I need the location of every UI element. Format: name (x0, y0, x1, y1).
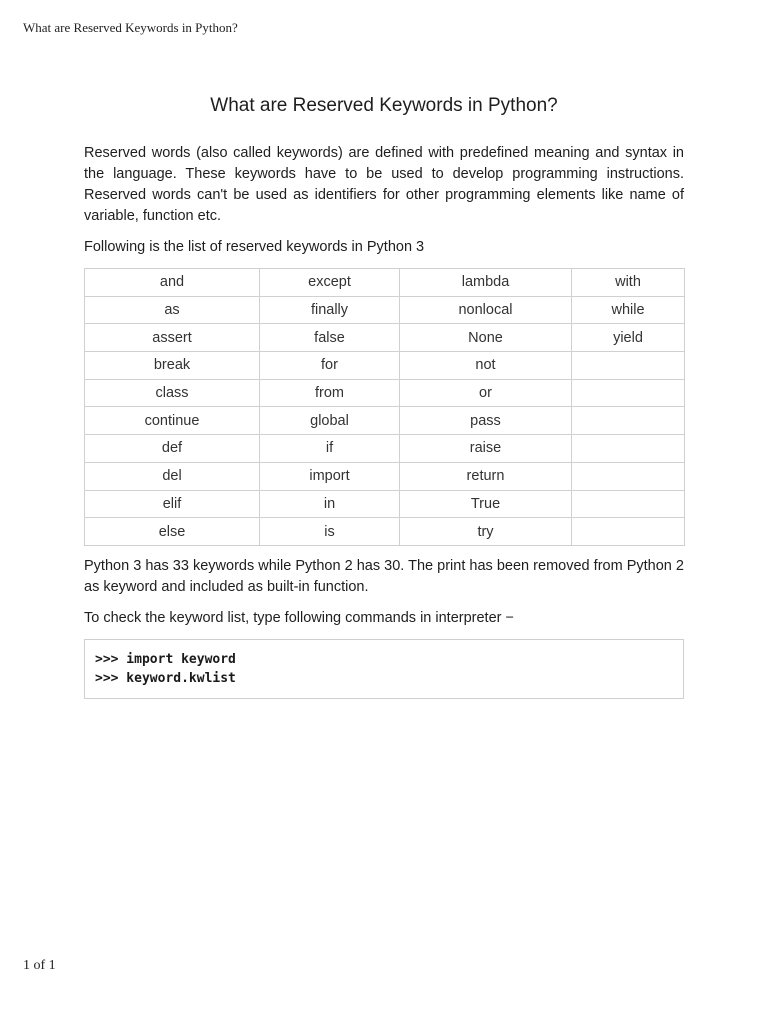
table-cell: else (85, 518, 260, 546)
table-cell: with (572, 269, 685, 297)
table-row (85, 435, 685, 463)
page-header: What are Reserved Keywords in Python? (23, 20, 238, 35)
table-cell: pass (400, 407, 572, 435)
table-cell: yield (572, 324, 685, 352)
table-row (85, 296, 685, 324)
table-cell: global (260, 407, 400, 435)
code-line: >>> import keyword (95, 651, 236, 667)
table-cell: break (85, 352, 260, 380)
document-body (84, 93, 684, 699)
check-note-paragraph: To check the keyword list, type following commands in interpreter − (84, 609, 514, 626)
keywords-table-body (85, 269, 685, 546)
table-cell: None (400, 324, 572, 352)
keywords-table (84, 268, 685, 546)
table-cell (572, 407, 685, 435)
intro-paragraph: Reserved words (also called keywords) are defined with predefined meaning and syntax in the language. These keywords have to be used to develop programming instructions. Reserved words can't be used as identifiers for other programming elements like name of variable, function etc. (84, 145, 684, 224)
table-row (85, 490, 685, 518)
table-cell (572, 352, 685, 380)
table-cell: continue (85, 407, 260, 435)
table-cell: from (260, 379, 400, 407)
table-cell: and (85, 269, 260, 297)
code-line: >>> keyword.kwlist (95, 670, 236, 686)
table-cell: in (260, 490, 400, 518)
table-cell: as (85, 296, 260, 324)
table-cell: def (85, 435, 260, 463)
page-number: 1 of 1 (23, 958, 56, 973)
table-cell: finally (260, 296, 400, 324)
table-row (85, 407, 685, 435)
table-cell: True (400, 490, 572, 518)
table-cell: is (260, 518, 400, 546)
table-cell: raise (400, 435, 572, 463)
table-cell (572, 435, 685, 463)
table-cell: or (400, 379, 572, 407)
table-cell: while (572, 296, 685, 324)
count-note-paragraph: Python 3 has 33 keywords while Python 2 has 30. The print has been removed from Python 2 as keyword and included as built-in function. (84, 557, 684, 595)
table-cell: except (260, 269, 400, 297)
table-cell: return (400, 462, 572, 490)
code-block (84, 639, 684, 699)
table-cell: not (400, 352, 572, 380)
table-cell: elif (85, 490, 260, 518)
table-row (85, 518, 685, 546)
table-row (85, 379, 685, 407)
table-cell: class (85, 379, 260, 407)
table-cell: for (260, 352, 400, 380)
table-row (85, 269, 685, 297)
table-cell: del (85, 462, 260, 490)
table-cell (572, 490, 685, 518)
table-row (85, 324, 685, 352)
table-cell: assert (85, 324, 260, 352)
list-intro-paragraph: Following is the list of reserved keywords in Python 3 (84, 239, 425, 255)
table-cell (572, 518, 685, 546)
table-row (85, 352, 685, 380)
table-cell: if (260, 435, 400, 463)
table-cell: false (260, 324, 400, 352)
table-cell: import (260, 462, 400, 490)
table-cell: try (400, 518, 572, 546)
table-cell (572, 379, 685, 407)
page-title: What are Reserved Keywords in Python? (210, 95, 558, 116)
table-row (85, 462, 685, 490)
table-cell: lambda (400, 269, 572, 297)
table-cell (572, 462, 685, 490)
table-cell: nonlocal (400, 296, 572, 324)
